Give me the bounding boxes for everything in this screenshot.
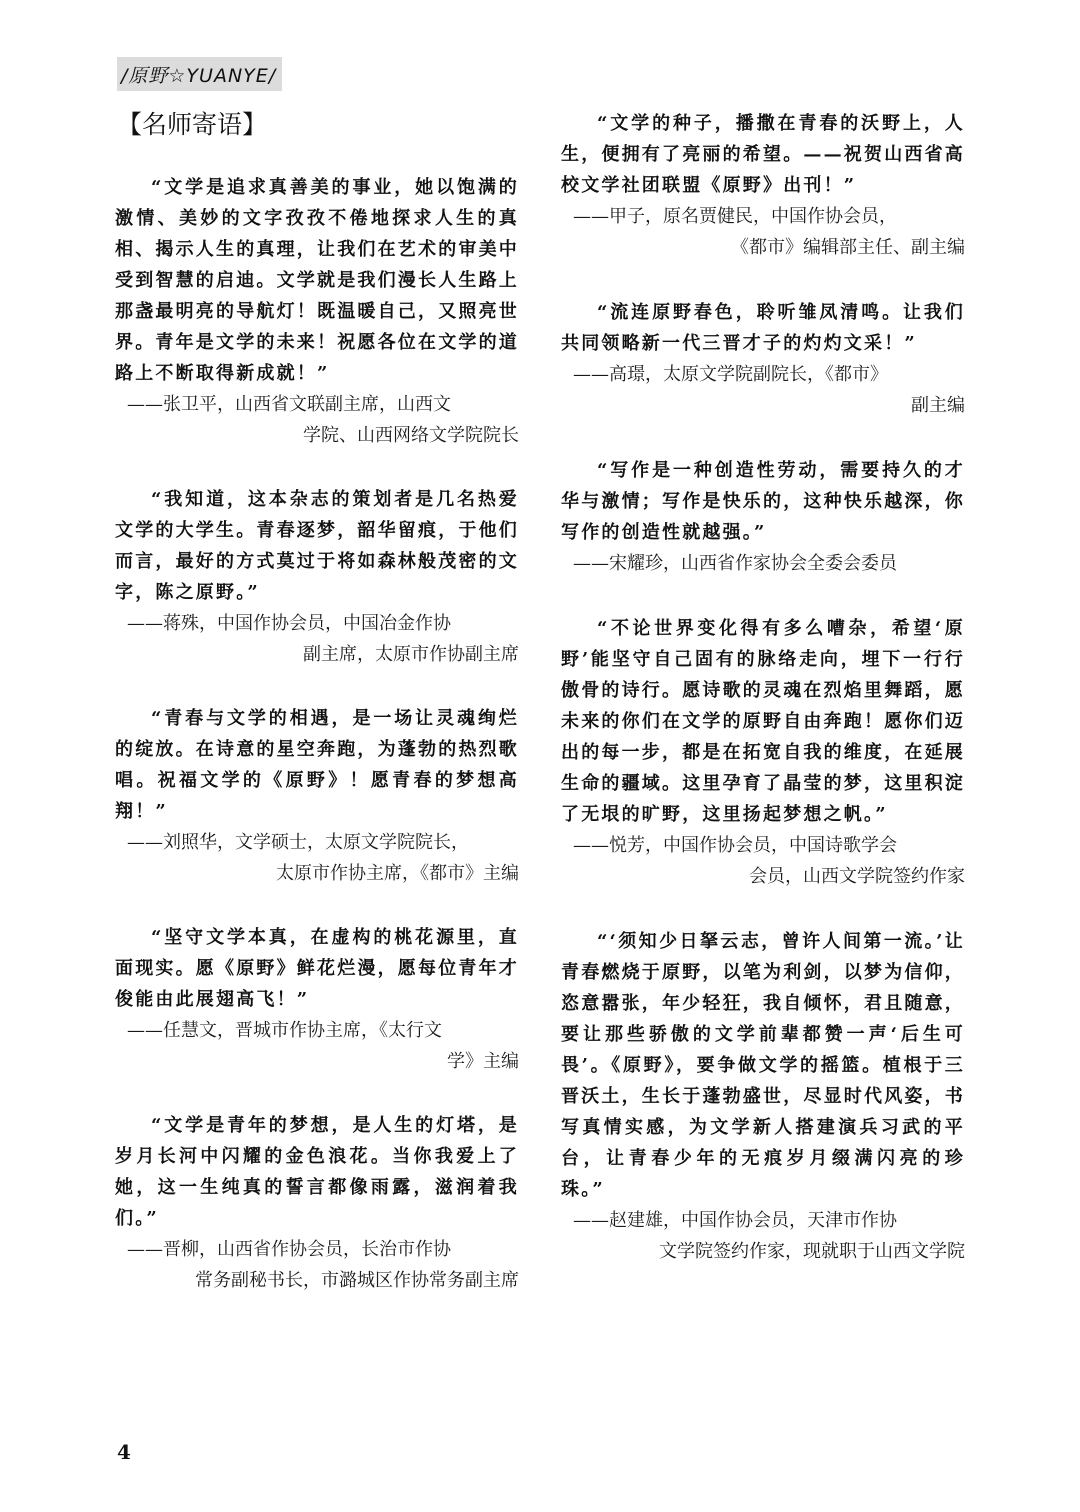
quote-attribution <box>115 1234 519 1296</box>
quote-text: “文学是追求真善美的事业，她以饱满的激情、美妙的文字孜孜不倦地探求人生的真相、揭示人生的真理，让我们在艺术的审美中受到智慧的启迪。文学就是我们漫长人生路上那盏最明亮的导航灯！既温暖自己，又照亮世界。青年是文学的未来！祝愿各位在文学的道路上不断取得新成就！” <box>115 177 519 384</box>
quote-block <box>115 1110 519 1296</box>
attribution-line: ——蒋殊，中国作协会员，中国冶金作协 <box>127 613 451 634</box>
quote-block <box>115 484 519 670</box>
quote-attribution <box>561 1205 965 1267</box>
quote-text: “我知道，这本杂志的策划者是几名热爱文学的大学生。青春逐梦，韶华留痕，于他们而言，最好的方式莫过于将如森林般茂密的文字，陈之原野。” <box>115 489 519 603</box>
quote-block <box>115 172 519 451</box>
quote-text: “流连原野春色，聆听雏凤清鸣。让我们共同领略新一代三晋才子的灼灼文采！” <box>561 302 965 354</box>
quote-text: “写作是一种创造性劳动，需要持久的才华与激情；写作是快乐的，这种快乐越深，你写作的创造性就越强。” <box>561 460 965 543</box>
attribution-line: 副主编 <box>911 395 965 416</box>
quote-attribution <box>561 201 965 263</box>
quote-block <box>561 108 965 263</box>
attribution-line: 《都市》编辑部主任、副主编 <box>731 237 965 258</box>
attribution-line: 常务副秘书长，市潞城区作协常务副主席 <box>195 1270 519 1291</box>
quote-attribution <box>561 548 965 579</box>
quote-text: “文学的种子，播撒在青春的沃野上，人生，便拥有了亮丽的希望。——祝贺山西省高校文学社团联盟《原野》出刊！” <box>561 113 965 196</box>
quote-attribution <box>115 827 519 889</box>
quote-attribution <box>115 608 519 670</box>
attribution-line: ——任慧文，晋城市作协主席，《太行文 <box>127 1020 442 1041</box>
attribution-line: 会员，山西文学院签约作家 <box>749 866 965 887</box>
quote-block <box>561 297 965 421</box>
attribution-line: 学院、山西网络文学院院长 <box>303 425 519 446</box>
page-number: 4 <box>117 1440 131 1464</box>
attribution-line: ——悦芳，中国作协会员，中国诗歌学会 <box>573 835 897 856</box>
quote-block <box>561 926 965 1267</box>
quote-text: “不论世界变化得有多么嘈杂，希望‘原野’能坚守自己固有的脉络走向，埋下一行行傲骨的诗行。愿诗歌的灵魂在烈焰里舞蹈，愿未来的你们在文学的原野自由奔跑！愿你们迈出的每一步，都是在拓宽自我的维度，在延展生命的疆域。这里孕育了晶莹的梦，这里积淀了无垠的旷野，这里扬起梦想之帆。” <box>561 618 965 825</box>
quote-block <box>115 922 519 1077</box>
attribution-line: ——晋柳，山西省作协会员，长治市作协 <box>127 1239 451 1260</box>
attribution-line: ——刘照华，文学硕士，太原文学院院长， <box>127 832 469 853</box>
attribution-line: 文学院签约作家，现就职于山西文学院 <box>659 1241 965 1262</box>
quote-attribution <box>561 830 965 892</box>
attribution-line: ——高璟，太原文学院副院长，《都市》 <box>573 364 888 385</box>
attribution-line: ——宋耀珍，山西省作家协会全委会委员 <box>573 553 897 574</box>
quote-text: “坚守文学本真，在虚构的桃花源里，直面现实。愿《原野》鲜花烂漫，愿每位青年才俊能由此展翅高飞！” <box>115 927 519 1010</box>
quote-text: “‘须知少日拏云志，曾许人间第一流。’让青春燃烧于原野，以笔为利剑，以梦为信仰，恣意嚣张，年少轻狂，我自倾怀，君且随意，要让那些骄傲的文学前辈都赞一声‘后生可畏’。《原野》，要争做文学的摇篮。植根于三晋沃土，生长于蓬勃盛世，尽显时代风姿，书写真情实感，为文学新人搭建演兵习武的平台，让青春少年的无痕岁月缀满闪亮的珍珠。” <box>561 931 965 1200</box>
quote-block <box>561 455 965 579</box>
attribution-line: 副主席，太原市作协副主席 <box>303 644 519 665</box>
right-column <box>561 108 965 1267</box>
section-title: 【名师寄语】 <box>117 110 268 139</box>
left-column <box>115 172 519 1296</box>
attribution-line: 太原市作协主席，《都市》主编 <box>276 863 519 884</box>
quote-attribution <box>115 389 519 451</box>
quote-block <box>115 703 519 889</box>
attribution-line: ——张卫平，山西省文联副主席，山西文 <box>127 394 451 415</box>
attribution-line: ——赵建雄，中国作协会员，天津市作协 <box>573 1210 897 1231</box>
quote-block <box>561 613 965 892</box>
quote-attribution <box>115 1015 519 1077</box>
quote-text: “文学是青年的梦想，是人生的灯塔，是岁月长河中闪耀的金色浪花。当你我爱上了她，这一生纯真的誓言都像雨露，滋润着我们。” <box>115 1115 519 1229</box>
attribution-line: 学》主编 <box>447 1051 519 1072</box>
quote-attribution <box>561 359 965 421</box>
quote-text: “青春与文学的相遇，是一场让灵魂绚烂的绽放。在诗意的星空奔跑，为蓬勃的热烈歌唱。祝福文学的《原野》！愿青春的梦想高翔！” <box>115 708 519 822</box>
magazine-header-tag: /原野☆YUANYE/ <box>117 57 282 91</box>
attribution-line: ——甲子，原名贾健民，中国作协会员， <box>573 206 897 227</box>
